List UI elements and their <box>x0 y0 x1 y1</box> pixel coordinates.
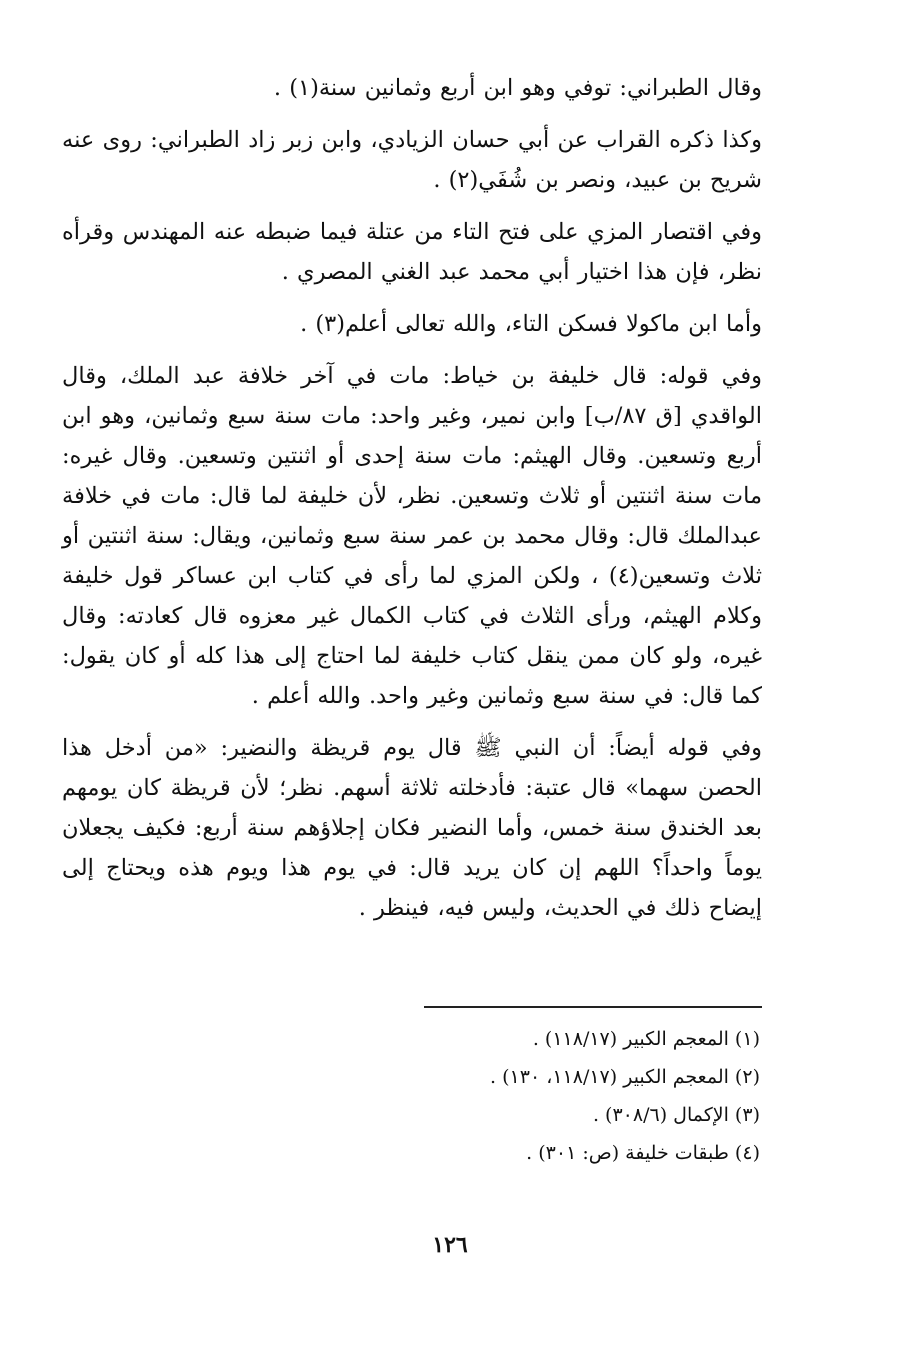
paragraph-5: وفي قوله: قال خليفة بن خياط: مات في آخر خلافة عبد الملك، وقال الواقدي [ق ٨٧/ب] وابن نمير، وغير واحد: مات سنة سبع وثمانين، وهو ابن أربع وتسعين. وقال الهيثم: مات سنة إحدى أو اثنتين وتسعين. وقال غيره: مات سنة اثنتين أو ثلاث وتسعين. نظر، لأن خليفة لما قال: مات في خلافة عبدالملك قال: وقال محمد بن عمر سنة سبع وثمانين، ويقال: سنة اثنتين أو ثلاث وتسعين(٤) ، ولكن المزي لما رأى في كتاب ابن عساكر قول خليفة وكلام الهيثم، ورأى الثلاث في كتاب الكمال غير معزوه قال كعادته: وقال غيره، ولو كان ممن ينقل كتاب خليفة لما احتاج إلى هذا كله أو كان يقول: كما قال: في سنة سبع وثمانين وغير واحد. والله أعلم . <box>62 363 762 709</box>
paragraph-4: وأما ابن ماكولا فسكن التاء، والله تعالى أعلم(٣) . <box>300 311 762 337</box>
footnote-1: (١) المعجم الكبير (١١٨/١٧) . <box>532 1028 760 1050</box>
footnote-3: (٣) الإكمال (٣٠٨/٦) . <box>592 1104 760 1126</box>
main-text <box>62 68 762 940</box>
paragraph-2: وكذا ذكره القراب عن أبي حسان الزيادي، وابن زبر زاد الطبراني: روى عنه شريح بن عبيد، ونصر بن شُفَي(٢) . <box>62 127 762 193</box>
footnote-4: (٤) طبقات خليفة (ص: ٣٠١) . <box>526 1142 760 1164</box>
footnote-2: (٢) المعجم الكبير (١١٨/١٧، ١٣٠) . <box>490 1066 760 1088</box>
paragraph-6: وفي قوله أيضاً: أن النبي ﷺ قال يوم قريظة والنضير: «من أدخل هذا الحصن سهما» قال عتبة: فأدخلته ثلاثة أسهم. نظر؛ لأن قريظة كان يومهم بعد الخندق سنة خمس، وأما النضير فكان إجلاؤهم سنة أربع: فكيف يجعلان يوماً واحداً؟ اللهم إن كان يريد قال: في يوم هذا ويوم هذه ويحتاج إلى إيضاح ذلك في الحديث، وليس فيه، فينظر . <box>62 735 762 921</box>
paragraph-3: وفي اقتصار المزي على فتح التاء من عتلة فيما ضبطه عنه المهندس وقرأه نظر، فإن هذا اختيار أبي محمد عبد الغني المصري . <box>62 219 762 285</box>
footnotes <box>300 1020 760 1172</box>
paragraph-1: وقال الطبراني: توفي وهو ابن أربع وثمانين سنة(١) . <box>273 75 762 101</box>
page-number: ١٢٦ <box>432 1232 468 1258</box>
footnote-divider <box>424 1006 762 1008</box>
